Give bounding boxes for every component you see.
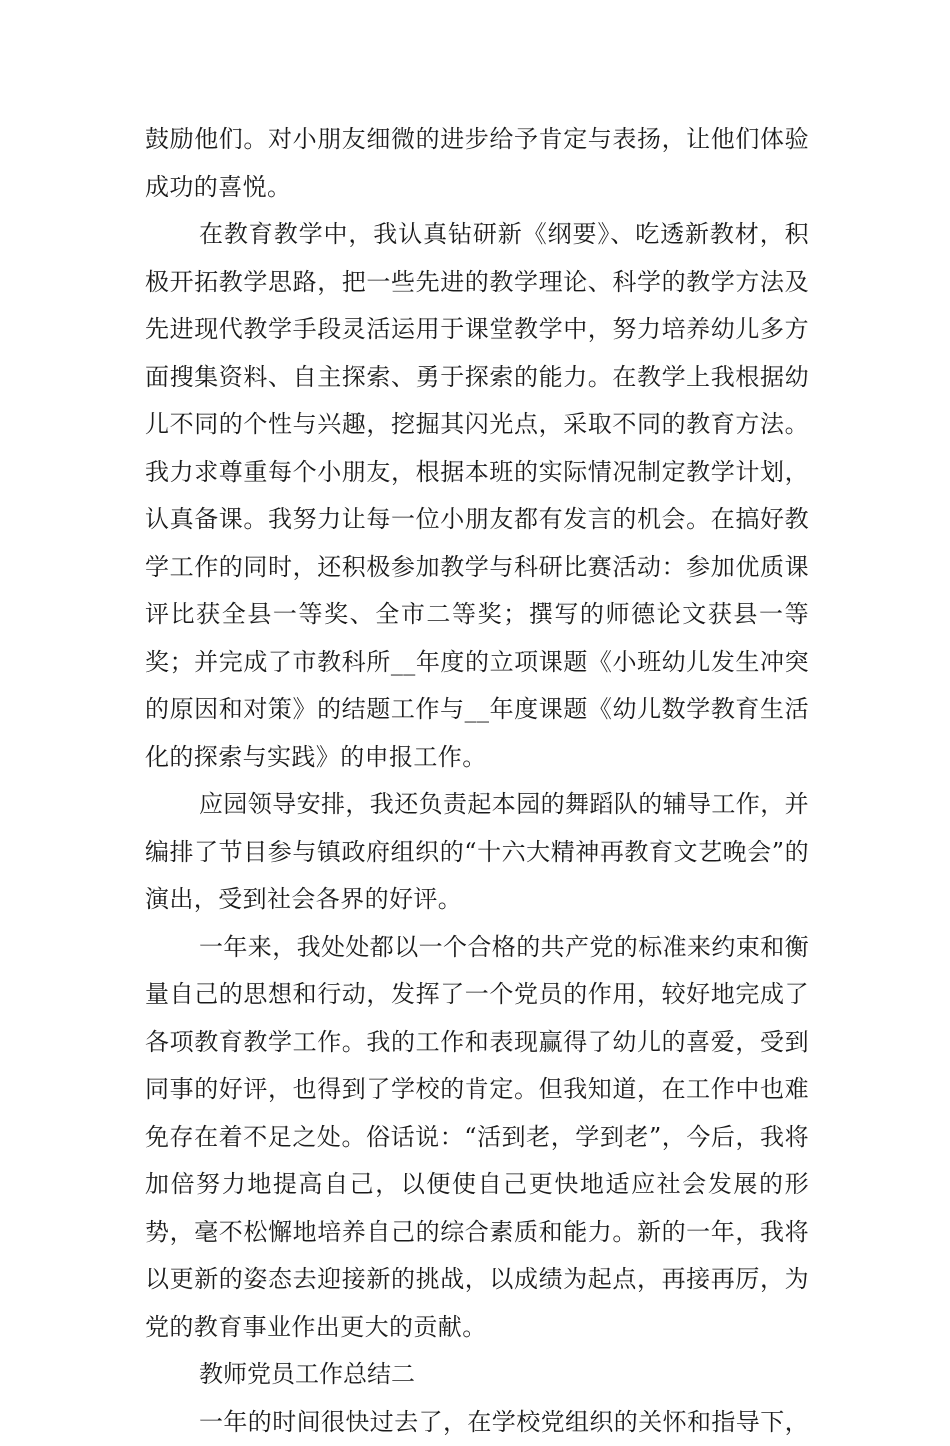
paragraph-1: 鼓励他们。对小朋友细微的进步给予肯定与表扬，让他们体验成功的喜悦。 xyxy=(145,116,809,211)
section-heading: 教师党员工作总结二 xyxy=(145,1351,809,1399)
paragraph-3: 应园领导安排，我还负责起本园的舞蹈队的辅导工作，并编排了节目参与镇政府组织的“十六大精神再教育文艺晚会”的演出，受到社会各界的好评。 xyxy=(145,781,809,924)
paragraph-5: 一年的时间很快过去了，在学校党组织的关怀和指导下， xyxy=(145,1399,809,1446)
document-page xyxy=(145,116,809,1446)
paragraph-2: 在教育教学中，我认真钻研新《纲要》、吃透新教材，积极开拓教学思路，把一些先进的教学理论、科学的教学方法及先进现代教学手段灵活运用于课堂教学中，努力培养幼儿多方面搜集资料、自主探索、勇于探索的能力。在教学上我根据幼儿不同的个性与兴趣，挖掘其闪光点，采取不同的教育方法。我力求尊重每个小朋友，根据本班的实际情况制定教学计划，认真备课。我努力让每一位小朋友都有发言的机会。在搞好教学工作的同时，还积极参加教学与科研比赛活动：参加优质课评比获全县一等奖、全市二等奖；撰写的师德论文获县一等奖；并完成了市教科所__年度的立项课题《小班幼儿发生冲突的原因和对策》的结题工作与__年度课题《幼儿数学教育生活化的探索与实践》的申报工作。 xyxy=(145,211,809,781)
paragraph-4: 一年来，我处处都以一个合格的共产党的标准来约束和衡量自己的思想和行动，发挥了一个党员的作用，较好地完成了各项教育教学工作。我的工作和表现赢得了幼儿的喜爱，受到同事的好评，也得到了学校的肯定。但我知道，在工作中也难免存在着不足之处。俗话说：“活到老，学到老”，今后，我将加倍努力地提高自己，以便使自己更快地适应社会发展的形势，毫不松懈地培养自己的综合素质和能力。新的一年，我将以更新的姿态去迎接新的挑战，以成绩为起点，再接再厉，为党的教育事业作出更大的贡献。 xyxy=(145,924,809,1352)
